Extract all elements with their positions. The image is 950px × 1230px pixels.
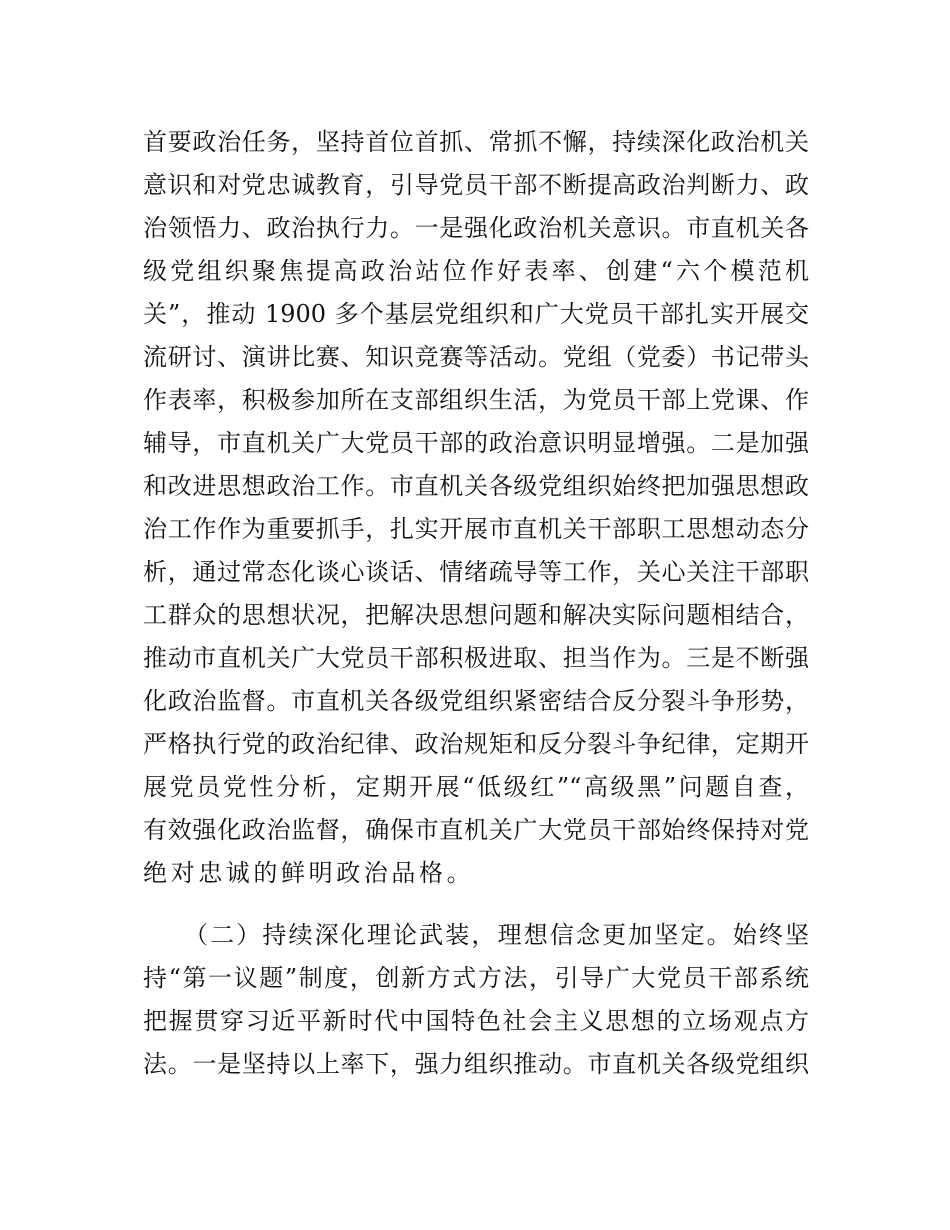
document-body xyxy=(143,121,809,1086)
text-line: 法。一是坚持以上率下，强力组织推动。市直机关各级党组织 xyxy=(143,1050,809,1078)
text-line: 关”，推动 1900 多个基层党组织和广大党员干部扎实开展交 xyxy=(143,300,809,328)
text-line: 首要政治任务，坚持首位首抓、常抓不懈，持续深化政治机关 xyxy=(143,128,809,156)
text-line: 持“第一议题”制度，创新方式方法，引导广大党员干部系统 xyxy=(143,964,809,992)
text-line: 流研讨、演讲比赛、知识竞赛等活动。党组（党委）书记带头 xyxy=(143,343,809,371)
text-line: 作表率，积极参加所在支部组织生活，为党员干部上党课、作 xyxy=(143,386,809,414)
text-line: 和改进思想政治工作。市直机关各级党组织始终把加强思想政 xyxy=(143,472,809,500)
text-line: 辅导，市直机关广大党员干部的政治意识明显增强。二是加强 xyxy=(143,429,809,457)
text-line: 意识和对党忠诚教育，引导党员干部不断提高政治判断力、政 xyxy=(143,171,809,199)
text-line: 析，通过常态化谈心谈话、情绪疏导等工作，关心关注干部职 xyxy=(143,558,809,586)
text-line: 把握贯穿习近平新时代中国特色社会主义思想的立场观点方 xyxy=(143,1007,809,1035)
text-line: 工群众的思想状况，把解决思想问题和解决实际问题相结合， xyxy=(143,601,809,629)
text-line: 治领悟力、政治执行力。一是强化政治机关意识。市直机关各 xyxy=(143,214,809,242)
section-heading-line: （二）持续深化理论武装，理想信念更加坚定。始终坚 xyxy=(184,921,809,949)
text-line: 绝对忠诚的鲜明政治品格。 xyxy=(143,859,475,887)
text-line: 推动市直机关广大党员干部积极进取、担当作为。三是不断强 xyxy=(143,644,809,672)
text-line: 化政治监督。市直机关各级党组织紧密结合反分裂斗争形势， xyxy=(143,687,809,715)
text-line: 治工作作为重要抓手，扎实开展市直机关干部职工思想动态分 xyxy=(143,515,809,543)
text-line: 有效强化政治监督，确保市直机关广大党员干部始终保持对党 xyxy=(143,816,809,844)
paragraph-political-loyalty xyxy=(143,121,809,895)
text-line: 严格执行党的政治纪律、政治规矩和反分裂斗争纪律，定期开 xyxy=(143,730,809,758)
paragraph-theory-armament xyxy=(143,914,809,1086)
text-line: 级党组织聚焦提高政治站位作好表率、创建“六个模范机 xyxy=(143,257,809,285)
text-line: 展党员党性分析，定期开展“低级红”“高级黑”问题自查， xyxy=(143,773,809,801)
